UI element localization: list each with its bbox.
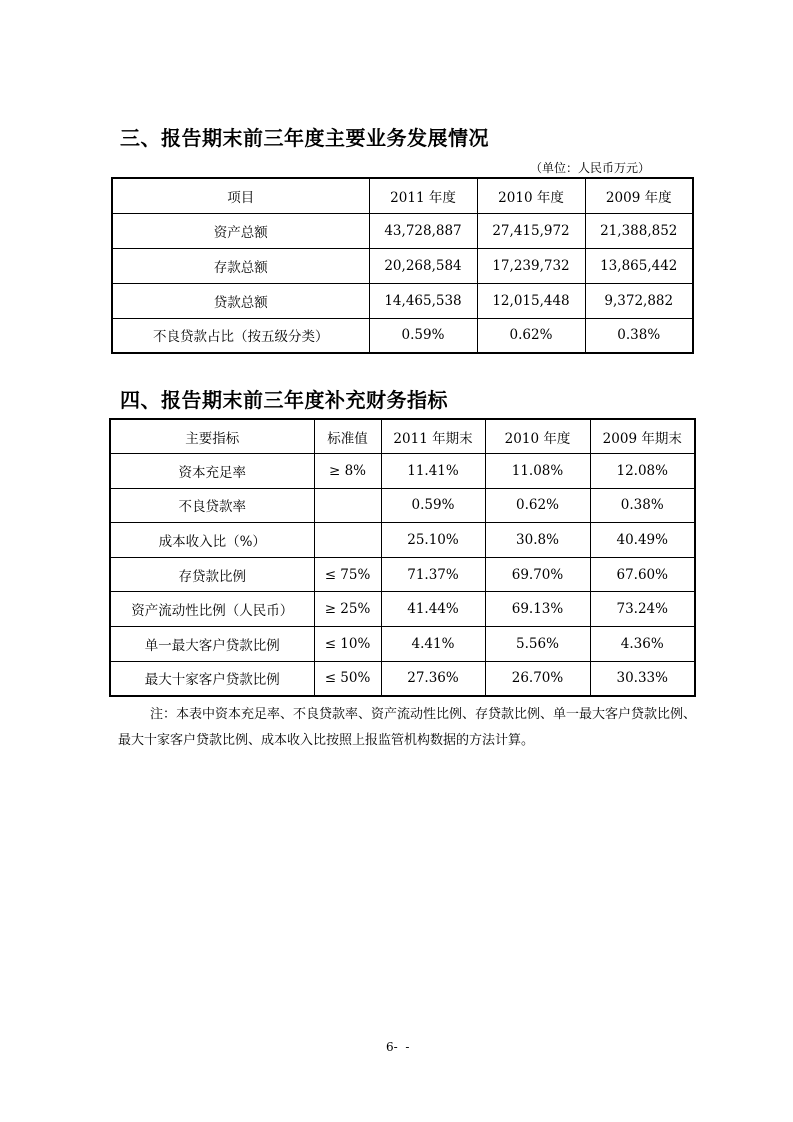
value-cell: 67.60% [590,557,695,592]
standard-cell: ≤ 75% [314,557,381,592]
row-label: 存款总额 [112,248,369,283]
table-row [112,248,693,283]
table-row [110,488,695,523]
row-label: 成本收入比（%） [110,523,314,558]
business-table [111,177,694,354]
value-cell: 21,388,852 [585,213,693,248]
value-cell: 4.41% [381,627,485,662]
row-label: 资产流动性比例（人民币） [110,592,314,627]
header-cell: 2009 年度 [585,178,693,213]
row-label: 资本充足率 [110,454,314,489]
value-cell: 0.38% [590,488,695,523]
table-note: 注：本表中资本充足率、不良贷款率、资产流动性比例、存贷款比例、单一最大客户贷款比例、最大十家客户贷款比例、成本收入比按照上报监管机构数据的方法计算。 [118,707,697,748]
value-cell: 0.38% [585,318,693,353]
table-row [112,213,693,248]
row-label: 最大十家客户贷款比例 [110,661,314,696]
value-cell: 26.70% [485,661,590,696]
header-cell: 2011 年期末 [381,419,485,454]
header-cell: 2010 年度 [477,178,585,213]
unit-label: （单位：人民币万元） [530,161,651,175]
value-cell: 11.08% [485,454,590,489]
standard-cell: ≤ 10% [314,627,381,662]
row-label: 不良贷款占比（按五级分类） [112,318,369,353]
indicators-table [109,418,696,697]
table-row [110,627,695,662]
standard-cell: ≥ 25% [314,592,381,627]
value-cell: 40.49% [590,523,695,558]
header-cell: 2009 年期末 [590,419,695,454]
value-cell: 73.24% [590,592,695,627]
row-label: 贷款总额 [112,283,369,318]
row-label: 存贷款比例 [110,557,314,592]
header-cell: 主要指标 [110,419,314,454]
standard-cell [314,488,381,523]
value-cell: 4.36% [590,627,695,662]
section-title-business: 三、报告期末前三年度主要业务发展情况 [120,126,489,150]
value-cell: 27.36% [381,661,485,696]
value-cell: 0.62% [485,488,590,523]
table-row [110,557,695,592]
header-cell: 2011 年度 [369,178,477,213]
table-row [110,661,695,696]
value-cell: 14,465,538 [369,283,477,318]
value-cell: 12,015,448 [477,283,585,318]
row-label: 不良贷款率 [110,488,314,523]
page-number: 6- - [386,1040,410,1054]
value-cell: 25.10% [381,523,485,558]
row-label: 单一最大客户贷款比例 [110,627,314,662]
value-cell: 13,865,442 [585,248,693,283]
table-row [110,523,695,558]
standard-cell: ≥ 8% [314,454,381,489]
value-cell: 0.59% [369,318,477,353]
value-cell: 41.44% [381,592,485,627]
table-row [112,318,693,353]
section-title-indicators: 四、报告期末前三年度补充财务指标 [120,388,448,412]
value-cell: 11.41% [381,454,485,489]
value-cell: 20,268,584 [369,248,477,283]
header-cell: 2010 年度 [485,419,590,454]
value-cell: 5.56% [485,627,590,662]
standard-cell: ≤ 50% [314,661,381,696]
value-cell: 0.59% [381,488,485,523]
value-cell: 30.8% [485,523,590,558]
header-cell: 标准值 [314,419,381,454]
standard-cell [314,523,381,558]
value-cell: 17,239,732 [477,248,585,283]
value-cell: 71.37% [381,557,485,592]
value-cell: 0.62% [477,318,585,353]
value-cell: 9,372,882 [585,283,693,318]
value-cell: 69.70% [485,557,590,592]
table-row [112,283,693,318]
value-cell: 12.08% [590,454,695,489]
table-header-row [112,178,693,213]
value-cell: 27,415,972 [477,213,585,248]
header-cell: 项目 [112,178,369,213]
table-row [110,592,695,627]
value-cell: 69.13% [485,592,590,627]
value-cell: 30.33% [590,661,695,696]
value-cell: 43,728,887 [369,213,477,248]
row-label: 资产总额 [112,213,369,248]
table-header-row [110,419,695,454]
table-row [110,454,695,489]
